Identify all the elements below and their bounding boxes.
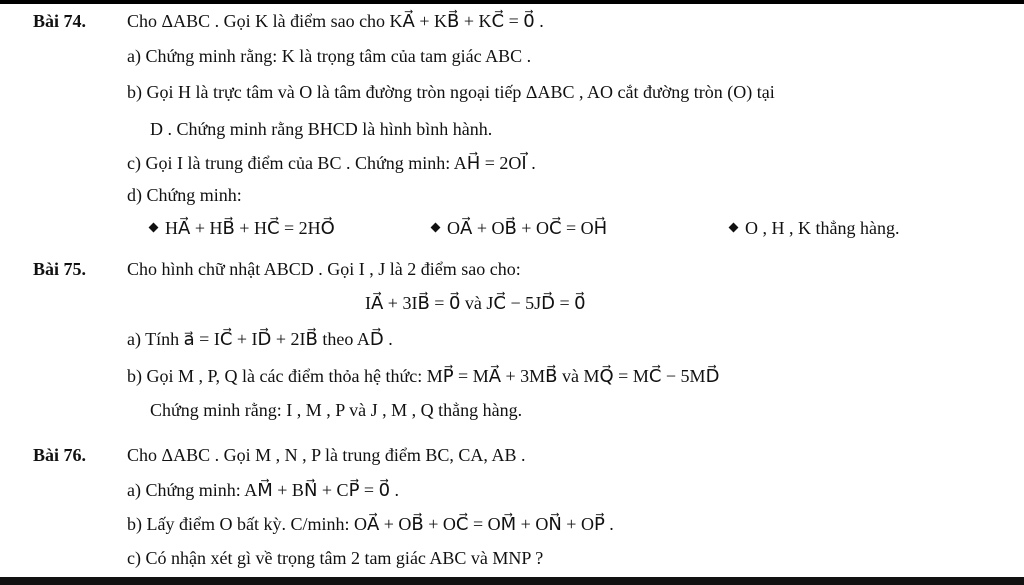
exercise-74-part-b-line1: b) Gọi H là trực tâm và O là tâm đường tròn ngoại tiếp ΔABC , AO cắt đường tròn (O) tại bbox=[127, 82, 775, 102]
exercise-74-d-item-2: OA⃗ + OB⃗ + OC⃗ = OH⃗ bbox=[432, 218, 607, 238]
bullet-icon bbox=[431, 223, 441, 233]
exercise-75-number: Bài 75. bbox=[33, 259, 87, 279]
bullet-icon bbox=[729, 223, 739, 233]
top-border bbox=[0, 0, 1024, 4]
exercise-76-number: Bài 76. bbox=[33, 445, 87, 465]
exercise-75-condition: IA⃗ + 3IB⃗ = 0⃗ và JC⃗ − 5JD⃗ = 0⃗ bbox=[365, 293, 586, 313]
exercise-74-part-b-line2: D . Chứng minh rằng BHCD là hình bình hành. bbox=[150, 119, 493, 139]
exercise-76-part-a: a) Chứng minh: AM⃗ + BN⃗ + CP⃗ = 0⃗ . bbox=[127, 480, 400, 500]
exercise-74-part-c: c) Gọi I là trung điểm của BC . Chứng minh: AH⃗ = 2OI⃗ . bbox=[127, 153, 536, 173]
exercise-76-intro: Cho ΔABC . Gọi M , N , P là trung điểm BC, CA, AB . bbox=[127, 445, 526, 465]
bottom-border bbox=[0, 577, 1024, 585]
exercise-75-part-a: a) Tính a⃗ = IC⃗ + ID⃗ + 2IB⃗ theo AD⃗ . bbox=[127, 329, 393, 349]
exercise-75-intro: Cho hình chữ nhật ABCD . Gọi I , J là 2 điểm sao cho: bbox=[127, 259, 521, 279]
exercise-74-number: Bài 74. bbox=[33, 11, 87, 31]
exercise-74-d-item-1: HA⃗ + HB⃗ + HC⃗ = 2HO⃗ bbox=[150, 218, 335, 238]
exercise-75-part-b-line2: Chứng minh rằng: I , M , P và J , M , Q thẳng hàng. bbox=[150, 400, 523, 420]
exercise-74-d-item-3: O , H , K thẳng hàng. bbox=[730, 218, 899, 238]
exercise-76-part-b: b) Lấy điểm O bất kỳ. C/minh: OA⃗ + OB⃗ + OC⃗ = OM⃗ + ON⃗ + OP⃗ . bbox=[127, 514, 614, 534]
exercise-76-part-c: c) Có nhận xét gì về trọng tâm 2 tam giác ABC và MNP ? bbox=[127, 548, 544, 568]
exercise-74-part-d: d) Chứng minh: bbox=[127, 185, 242, 205]
bullet-icon bbox=[149, 223, 159, 233]
exercise-75-part-b-line1: b) Gọi M , P, Q là các điểm thỏa hệ thức: MP⃗ = MA⃗ + 3MB⃗ và MQ⃗ = MC⃗ − 5MD⃗ bbox=[127, 366, 720, 386]
exercise-74-intro: Cho ΔABC . Gọi K là điểm sao cho KA⃗ + KB⃗ + KC⃗ = 0⃗ . bbox=[127, 11, 544, 31]
exercise-74-part-a: a) Chứng minh rằng: K là trọng tâm của tam giác ABC . bbox=[127, 46, 532, 66]
